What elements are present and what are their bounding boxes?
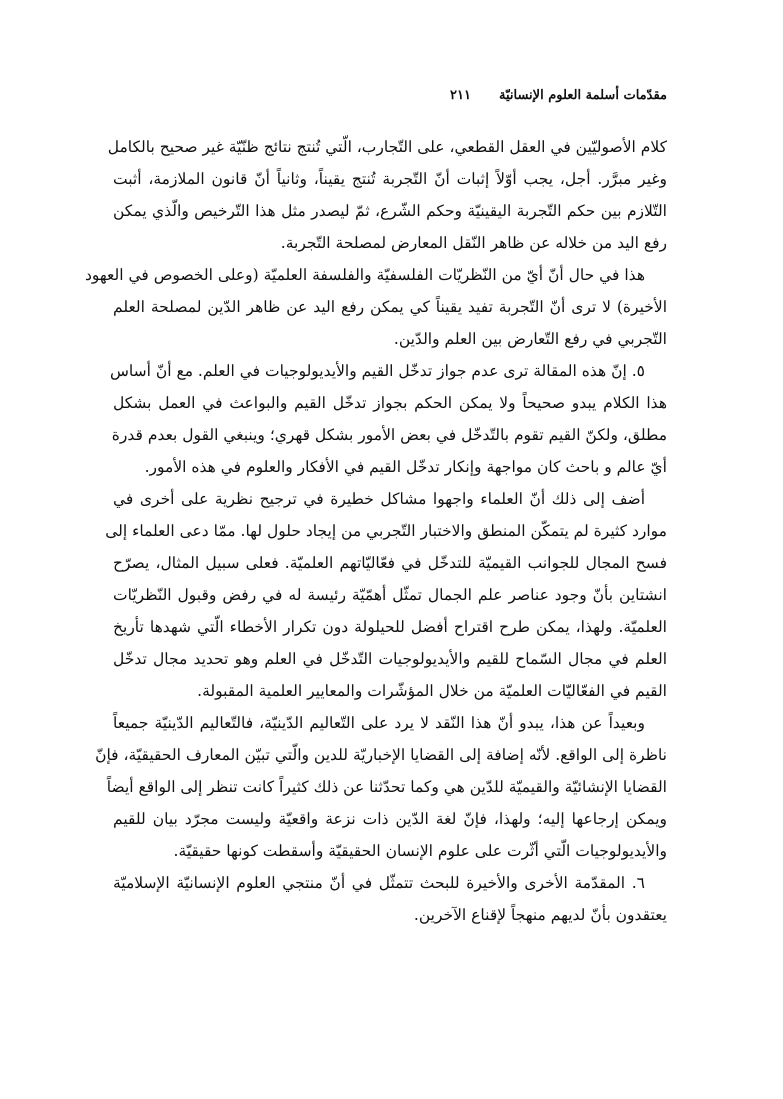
- text-line: التّلازم بين حكم التّجربة اليقينيّة وحكم الشّرع، ثمّ ليصدر مثل هذا التّرخيص والّذي يمكن: [113, 202, 667, 220]
- text-line: يعتقدون بأنّ لديهم منهجاً لإقناع الآخرين.: [413, 906, 667, 924]
- text-line: ٥. إنّ هذه المقالة ترى عدم جواز تدخّل القيم والأيديولوجيات في العلم. مع أنّ أساس: [109, 362, 645, 380]
- text-line: العلميّة. ولهذا، يمكن طرح اقتراح أفضل للحيلولة دون تكرار الأخطاء الّتي شهدها تأريخ: [113, 618, 667, 636]
- text-line: هذا الكلام يبدو صحيحاً ولا يمكن الحكم بجواز تدخّل القيم والبواعث في العمل بشكل: [113, 394, 667, 412]
- text-line: ويمكن إرجاعها إليه؛ ولهذا، فإنّ لغة الدّين ذات نزعة واقعيّة وليست مجرّد بيان للقيم: [113, 810, 667, 828]
- header-title: مقدّمات أسلمة العلوم الإنسانيّة: [498, 88, 667, 103]
- running-header: [113, 88, 667, 103]
- text-line: ٦. المقدّمة الأخرى والأخيرة للبحث تتمثّل في أنّ منتجي العلوم الإنسانيّة الإسلاميّة: [113, 874, 645, 892]
- paragraph-5: [95, 707, 667, 867]
- text-line: هذا في حال أنّ أيّ من النّظريّات الفلسفيّة والفلسفة العلميّة (وعلى الخصوص في العهود: [84, 266, 645, 284]
- text-line: رفع اليد من خلاله عن ظاهر النّقل المعارض لمصلحة التّجربة.: [280, 234, 667, 252]
- text-line: والأيديولوجيات الّتي أثّرت على علوم الإنسان الحقيقيّة وأسقطت كونها حقيقيّة.: [173, 842, 667, 860]
- text-line: أيّ عالم و باحث كان مواجهة وإنكار تدخّل القيم في الأفكار والعلوم في هذه الأمور.: [144, 458, 667, 476]
- text-line: العلم في مجال السّماح للقيم والأيديولوجيات التّدخّل في العلم وهو تحديد مجال تدخّل: [113, 650, 667, 668]
- text-line: وغير مبرَّر. أجل، يجب أوّلاً إثبات أنّ التّجربة تُنتج يقيناً، وثانياً أنّ قانون الملازمة، أثبت: [113, 170, 667, 188]
- paragraph-1: [107, 131, 667, 259]
- text-line: القضايا الإنشائيّة والقيميّة للدّين هي وكما تحدّثنا عن ذلك كثيراً كانت تنظر إلى الواقع أيضاً: [106, 778, 667, 796]
- page-number: ٢١١: [450, 88, 471, 103]
- text-line: الأخيرة) لا ترى أنّ التّجربة تفيد يقيناً كي يمكن رفع اليد عن ظاهر الدّين لمصلحة العلم: [113, 298, 667, 316]
- text-line: انشتاين بأنّ وجود عناصر علم الجمال تمثّل أهمّيّة رئيسة له في رفض وقبول النّظريّات: [113, 586, 667, 604]
- text-line: وبعيداً عن هذا، يبدو أنّ هذا النّقد لا يرد على التّعاليم الدّينيّة، فالتّعاليم الدّينيّة جميعاً: [113, 714, 645, 732]
- text-line: أضف إلى ذلك أنّ العلماء واجهوا مشاكل خطيرة في ترجيح نظرية على أخرى في: [113, 490, 645, 508]
- text-line: موارد كثيرة لم يتمكّن المنطق والاختبار التّجربي من إيجاد حلول لها. ممّا دعى العلماء إلى: [105, 522, 667, 540]
- text-line: ناظرة إلى الواقع. لأنّه إضافة إلى القضايا الإخباريّة للدين والّتي تبيّن المعارف الحقيقيّة، فإنّ: [95, 746, 667, 764]
- paragraph-6: [113, 867, 667, 931]
- paragraph-2: [84, 259, 667, 355]
- text-line: مطلق، ولكنّ القيم تقوم بالتّدخّل في بعض الأمور بشكل قهري؛ وينبغي القول بعدم قدرة: [111, 426, 667, 444]
- text-line: التّجربي في رفع التّعارض بين العلم والدّين.: [393, 330, 667, 348]
- text-line: القيم في الفعّاليّات العلميّة من خلال المؤشّرات والمعايير العلمية المقبولة.: [197, 682, 667, 700]
- page-body: [84, 131, 667, 931]
- text-line: كلام الأصوليّين في العقل القطعي، على التّجارب، الّتي تُنتج نتائج ظنّيّة غير صحيح بالكامل: [107, 138, 667, 156]
- text-line: فسح المجال للجوانب القيميّة للتدخّل في فعّاليّاتهم العلميّة. فعلى سبيل المثال، يصرّح: [113, 554, 667, 572]
- paragraph-3: [109, 355, 667, 483]
- paragraph-4: [105, 483, 667, 707]
